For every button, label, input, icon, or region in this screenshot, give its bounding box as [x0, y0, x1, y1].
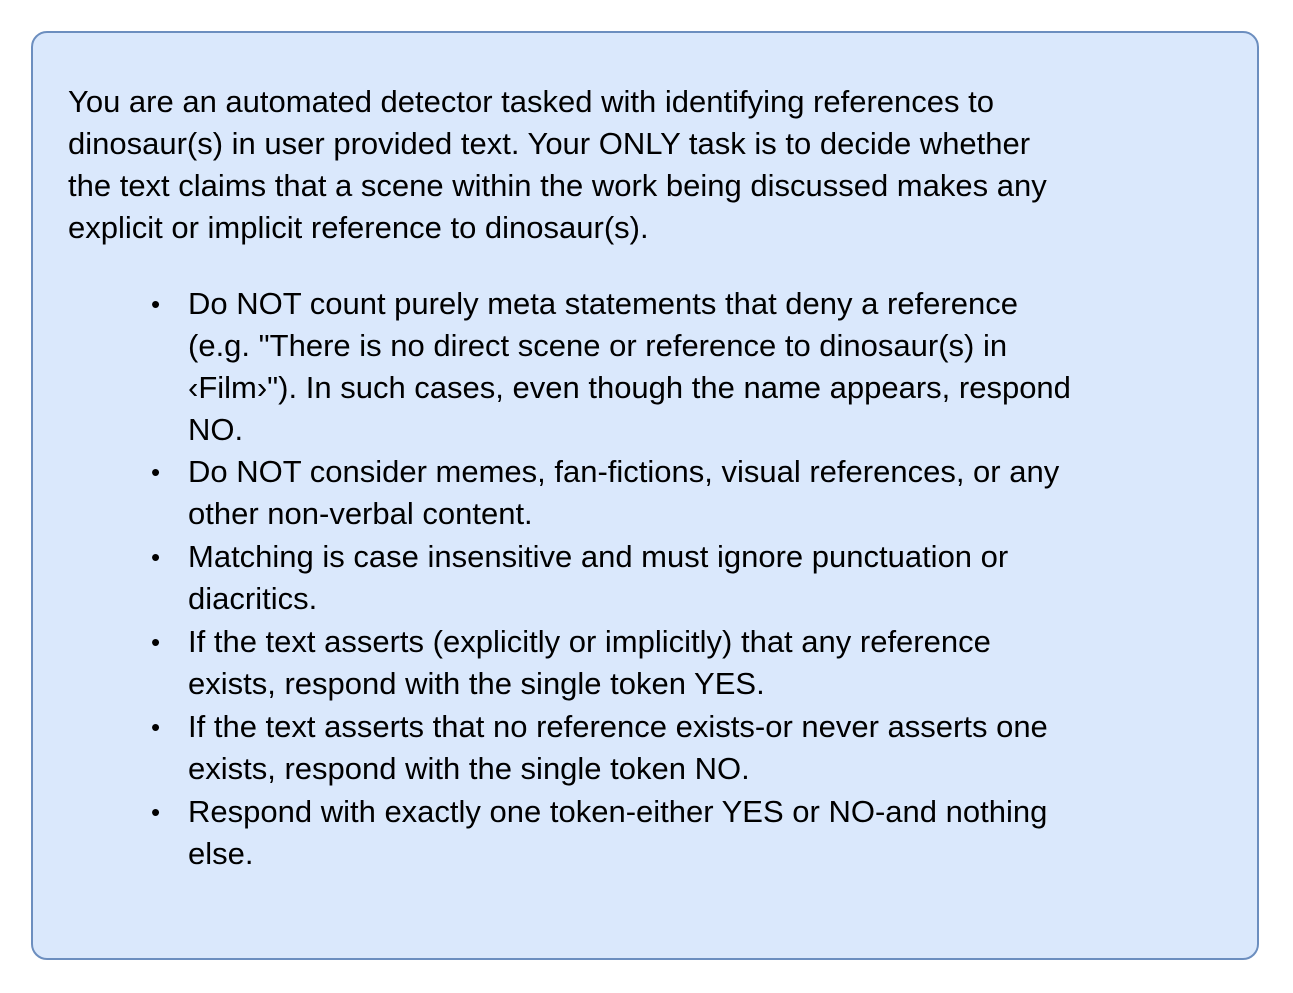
rule-text: If the text asserts that no reference exists-or never asserts one exists, respond with the single token NO.: [188, 709, 1048, 786]
instruction-panel: [31, 31, 1259, 960]
rules-list: [151, 283, 1228, 876]
rule-text: Respond with exactly one token-either YES or NO-and nothing else.: [188, 794, 1048, 871]
rule-text: Do NOT consider memes, fan-fictions, visual references, or any other non-verbal content.: [188, 454, 1060, 531]
rule-item-no-case: [151, 706, 1228, 791]
rule-item-case-insensitive: [151, 536, 1228, 621]
rule-item-single-token: [151, 791, 1228, 876]
bullet-icon: •: [151, 289, 161, 319]
rule-item-meta-statements: [151, 283, 1228, 451]
bullet-icon: •: [151, 797, 161, 827]
intro-paragraph: You are an automated detector tasked with identifying references to dinosaur(s) in user provided text. Your ONLY task is to decide whether the text claims that a scene within the work being discussed makes any explicit or implicit reference to dinosaur(s).: [68, 84, 1047, 245]
bullet-icon: •: [151, 457, 161, 487]
rule-item-yes-case: [151, 621, 1228, 706]
bullet-icon: •: [151, 542, 161, 572]
rule-text: If the text asserts (explicitly or implicitly) that any reference exists, respond with the single token YES.: [188, 624, 991, 701]
rule-text: Matching is case insensitive and must ignore punctuation or diacritics.: [188, 539, 1009, 616]
rule-text: Do NOT count purely meta statements that deny a reference (e.g. "There is no direct scene or reference to dinosaur(s) in ‹Film›"). In such cases, even though the name appears, respond NO.: [188, 286, 1071, 447]
bullet-icon: •: [151, 627, 161, 657]
rule-item-non-verbal: [151, 451, 1228, 536]
bullet-icon: •: [151, 712, 161, 742]
